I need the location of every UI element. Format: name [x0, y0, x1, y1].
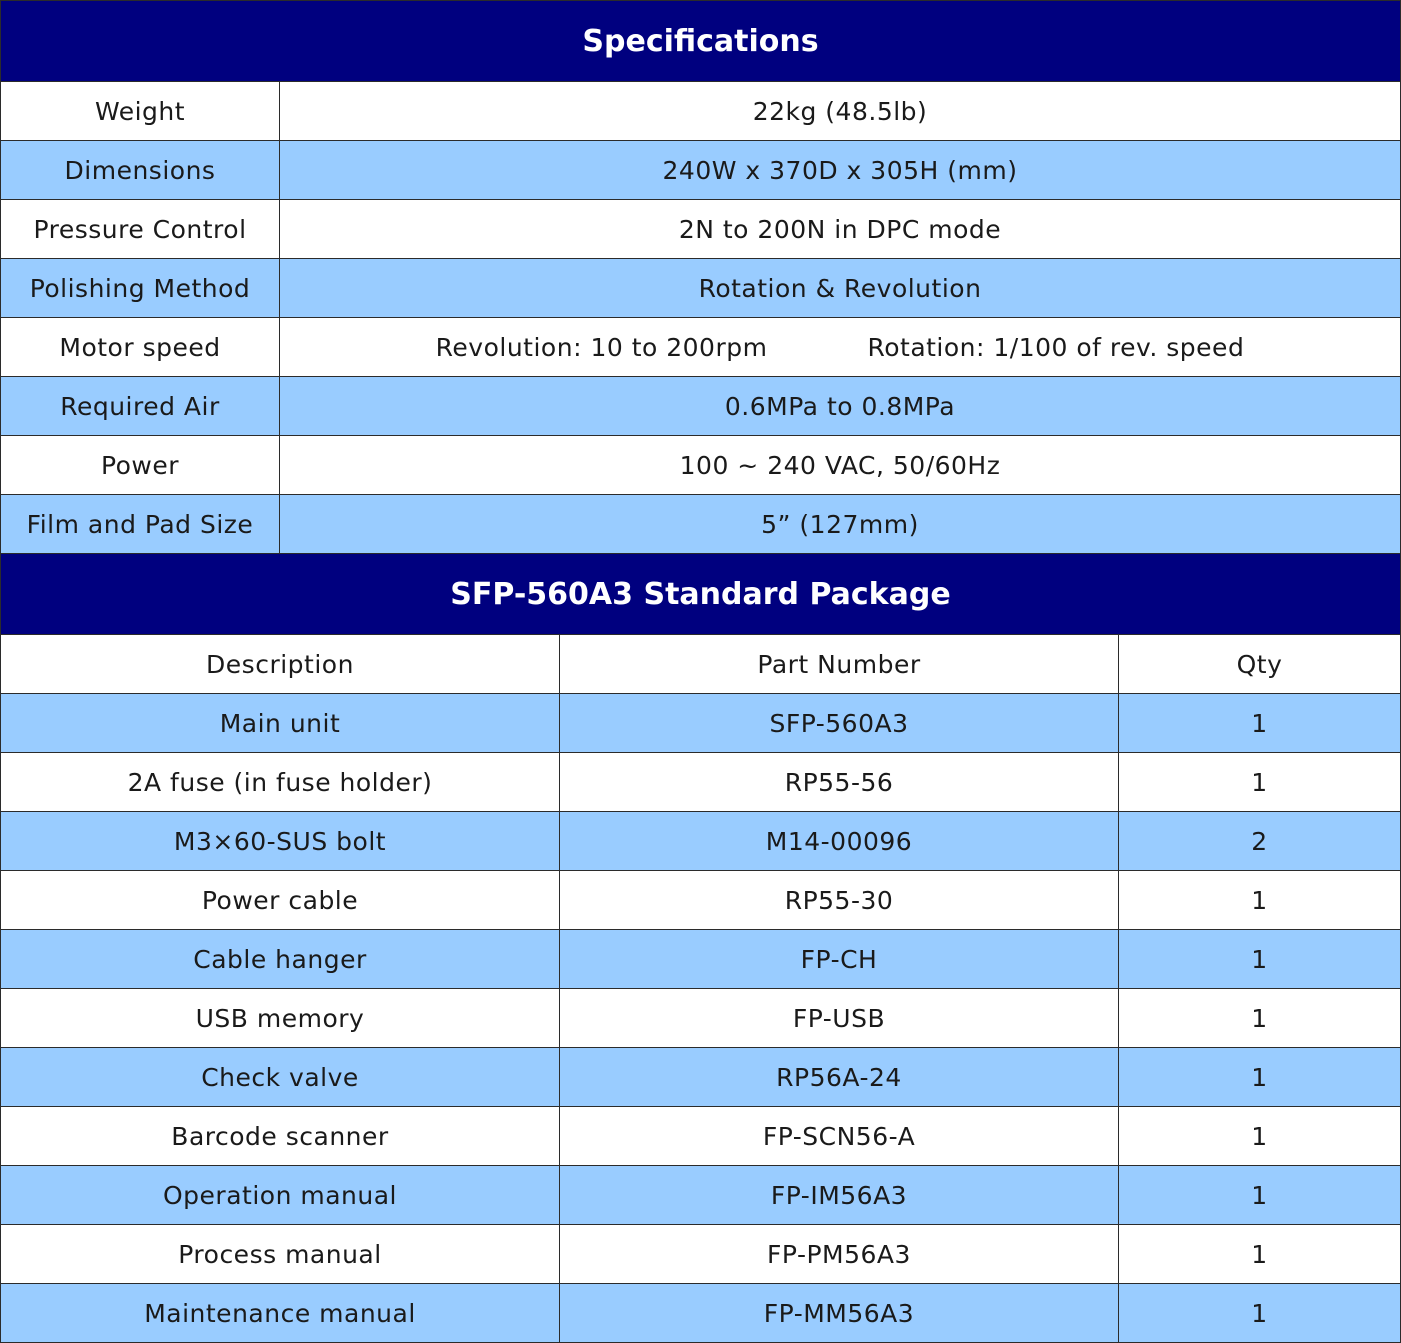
- item-description: Main unit: [1, 694, 560, 753]
- spec-value: 2N to 200N in DPC mode: [280, 200, 1401, 259]
- item-qty: 1: [1119, 753, 1401, 812]
- table-row: [1, 930, 1401, 989]
- table-row: [1, 1225, 1401, 1284]
- item-description: USB memory: [1, 989, 560, 1048]
- spec-row-film-pad-size: [1, 495, 1401, 554]
- item-description: Operation manual: [1, 1166, 560, 1225]
- table-row: [1, 753, 1401, 812]
- item-part-number: FP-CH: [560, 930, 1119, 989]
- table-row: [1, 1107, 1401, 1166]
- item-qty: 1: [1119, 1048, 1401, 1107]
- item-qty: 1: [1119, 1107, 1401, 1166]
- item-description: M3×60-SUS bolt: [1, 812, 560, 871]
- table-row: [1, 871, 1401, 930]
- item-part-number: SFP-560A3: [560, 694, 1119, 753]
- item-part-number: M14-00096: [560, 812, 1119, 871]
- item-description: Barcode scanner: [1, 1107, 560, 1166]
- spec-label: Dimensions: [1, 141, 280, 200]
- spec-label: Required Air: [1, 377, 280, 436]
- table-row: [1, 812, 1401, 871]
- column-header-description: Description: [1, 635, 560, 694]
- item-part-number: FP-SCN56-A: [560, 1107, 1119, 1166]
- table-row: [1, 989, 1401, 1048]
- spec-value: 22kg (48.5lb): [280, 82, 1401, 141]
- spec-label: Motor speed: [1, 318, 280, 377]
- item-description: Check valve: [1, 1048, 560, 1107]
- item-part-number: RP56A-24: [560, 1048, 1119, 1107]
- item-qty: 1: [1119, 1284, 1401, 1343]
- motor-speed-values: [280, 333, 1400, 362]
- table-row: [1, 1284, 1401, 1343]
- item-qty: 2: [1119, 812, 1401, 871]
- spec-row-power: [1, 436, 1401, 495]
- spec-label: Pressure Control: [1, 200, 280, 259]
- table-row: [1, 1048, 1401, 1107]
- column-header-qty: Qty: [1119, 635, 1401, 694]
- item-qty: 1: [1119, 989, 1401, 1048]
- spec-label: Power: [1, 436, 280, 495]
- spec-row-pressure-control: [1, 200, 1401, 259]
- item-part-number: RP55-56: [560, 753, 1119, 812]
- package-table: [0, 634, 1401, 1343]
- package-header: [0, 554, 1401, 634]
- spec-row-dimensions: [1, 141, 1401, 200]
- item-qty: 1: [1119, 871, 1401, 930]
- revolution-speed: Revolution: 10 to 200rpm: [435, 332, 768, 362]
- table-row: [1, 1166, 1401, 1225]
- item-qty: 1: [1119, 694, 1401, 753]
- spec-value: 0.6MPa to 0.8MPa: [280, 377, 1401, 436]
- specifications-table: [0, 81, 1401, 554]
- spec-label: Weight: [1, 82, 280, 141]
- rotation-speed: Rotation: 1/100 of rev. speed: [867, 332, 1245, 362]
- spec-value: [280, 318, 1401, 377]
- spec-label: Polishing Method: [1, 259, 280, 318]
- column-header-part-number: Part Number: [560, 635, 1119, 694]
- item-qty: 1: [1119, 1166, 1401, 1225]
- spec-value: 100 ~ 240 VAC, 50/60Hz: [280, 436, 1401, 495]
- item-description: Process manual: [1, 1225, 560, 1284]
- spec-row-weight: [1, 82, 1401, 141]
- specifications-header: [0, 0, 1401, 81]
- table-row: [1, 694, 1401, 753]
- package-title: SFP-560A3 Standard Package: [450, 576, 951, 612]
- item-qty: 1: [1119, 930, 1401, 989]
- item-part-number: FP-PM56A3: [560, 1225, 1119, 1284]
- item-part-number: FP-USB: [560, 989, 1119, 1048]
- item-description: 2A fuse (in fuse holder): [1, 753, 560, 812]
- spec-value: 5” (127mm): [280, 495, 1401, 554]
- item-part-number: FP-IM56A3: [560, 1166, 1119, 1225]
- spec-value: Rotation & Revolution: [280, 259, 1401, 318]
- item-part-number: FP-MM56A3: [560, 1284, 1119, 1343]
- item-description: Cable hanger: [1, 930, 560, 989]
- spec-value: 240W x 370D x 305H (mm): [280, 141, 1401, 200]
- item-description: Power cable: [1, 871, 560, 930]
- spec-row-required-air: [1, 377, 1401, 436]
- spec-row-polishing-method: [1, 259, 1401, 318]
- item-qty: 1: [1119, 1225, 1401, 1284]
- spec-row-motor-speed: [1, 318, 1401, 377]
- item-part-number: RP55-30: [560, 871, 1119, 930]
- item-description: Maintenance manual: [1, 1284, 560, 1343]
- package-column-headers: [1, 635, 1401, 694]
- spec-label: Film and Pad Size: [1, 495, 280, 554]
- specifications-title: Specifications: [582, 23, 819, 59]
